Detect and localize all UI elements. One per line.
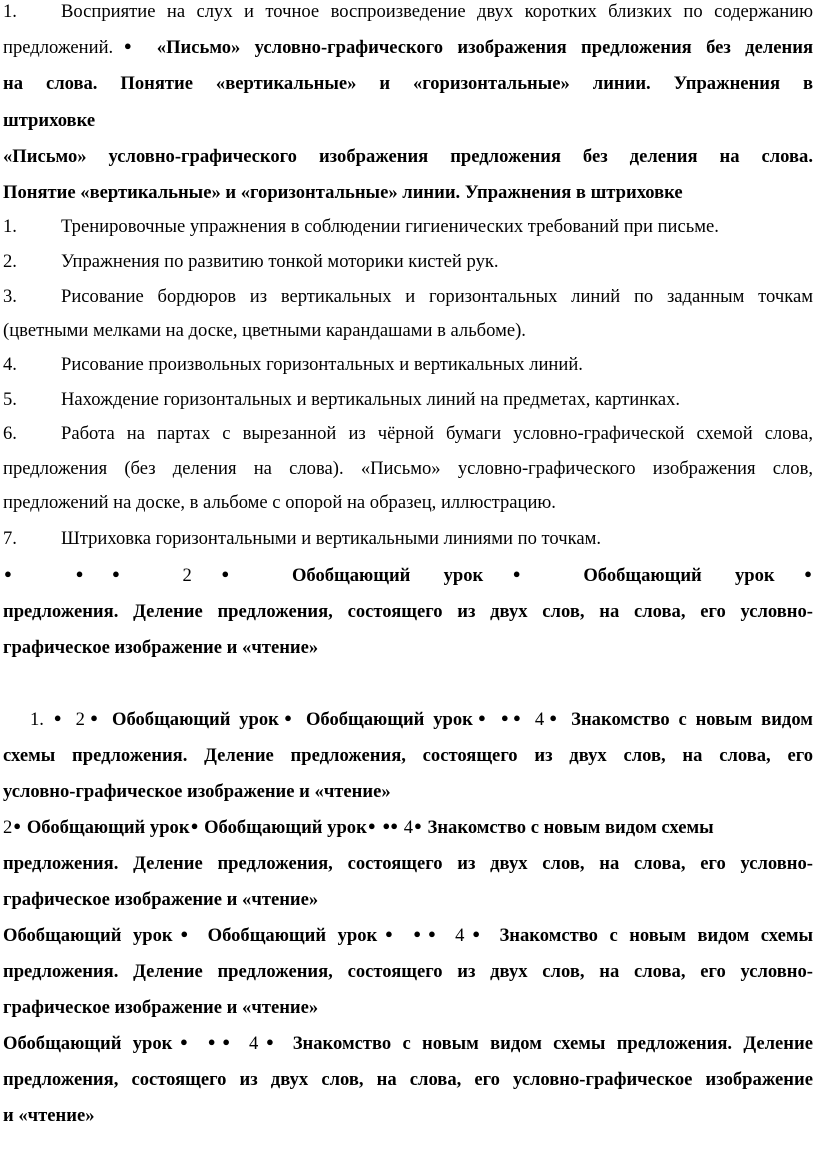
bullet-dot: ● <box>85 710 103 725</box>
bullet-dot: ● <box>279 710 297 725</box>
list-item-number: 1. <box>3 216 17 237</box>
bullet-dot: ● <box>414 818 422 833</box>
list-item-text: Рисование произвольных горизонтальных и вертикальных линий. <box>61 354 583 375</box>
item-text-cont: предложений. <box>3 37 114 58</box>
bullet-dot: ● <box>545 710 562 725</box>
list-item-text: Работа на партах с вырезанной из чёрной бумаги условно-графической схемой слова, <box>61 423 813 444</box>
list-item-text: Штриховка горизонтальными и вертикальными линиями по точкам. <box>61 528 601 549</box>
bullet-dot: ● <box>173 1034 195 1049</box>
heading-fragment: «Письмо» условно-графического изображения предложения без деления <box>156 37 814 58</box>
bullet-dot: ●● <box>382 818 399 833</box>
list-item-number: 7. <box>3 528 17 549</box>
block-5-line-2: предложения, состоящего из двух слов, на слова, его условно-графическое изображение <box>3 1069 813 1090</box>
list-item-number: 4. <box>3 354 17 375</box>
list-item-6 <box>3 423 813 445</box>
bullet-dot: ●● <box>207 1034 237 1049</box>
item-1-line-1 <box>3 1 813 23</box>
block-5-line-1: Обобщающий урок● ●● 4● Знакомство с новым видом схемы предложения. Деление <box>3 1033 813 1054</box>
bullet-dot: ● <box>53 710 66 725</box>
block-1-line-2: предложения. Деление предложения, состоящего из двух слов, на слова, его условно- <box>3 601 813 622</box>
block-2-line-1: 1. ● 2● Обобщающий урок● Обобщающий урок● ●● 4● Знакомство с новым видом <box>30 709 813 730</box>
block-2-line-2: схемы предложения. Деление предложения, состоящего из двух слов, на слова, его <box>3 745 813 766</box>
block-3-line-3: графическое изображение и «чтение» <box>3 889 319 910</box>
list-item-6-cont-1: предложения (без деления на слова). «Письмо» условно-графического изображения слов, <box>3 458 813 479</box>
bullet-dot: ● <box>173 926 196 941</box>
list-item-number: 6. <box>3 423 17 444</box>
list-item-7 <box>3 528 813 550</box>
bullet-dot: ● <box>190 818 199 833</box>
block-1-line-3: графическое изображение и «чтение» <box>3 637 319 658</box>
list-item-4 <box>3 354 813 376</box>
list-item-1 <box>3 216 813 238</box>
bullet-dot: ●● <box>75 566 149 581</box>
block-4-line-1: Обобщающий урок● Обобщающий урок● ●● 4● Знакомство с новым видом схемы <box>3 925 814 946</box>
list-item-text: Тренировочные упражнения в соблюдении гигиенических требований при письме. <box>61 216 719 237</box>
item-text: Восприятие на слух и точное воспроизведение двух коротких близких по содержанию <box>61 1 813 22</box>
bullet-dot: ● <box>13 818 22 833</box>
list-item-3 <box>3 286 813 308</box>
bullet-dot: ● <box>259 1034 281 1049</box>
bullet-dot: ● <box>378 926 400 941</box>
list-item-5 <box>3 389 813 411</box>
bullet-dot: ●● <box>500 710 525 725</box>
list-item-text: Нахождение горизонтальных и вертикальных линий на предметах, картинках. <box>61 389 681 410</box>
bullet-dot: ● <box>114 38 142 53</box>
bullet-dot: ● <box>465 926 487 941</box>
block-4-line-2: предложения. Деление предложения, состоящего из двух слов, на слова, его условно- <box>3 961 813 982</box>
list-item-text: Упражнения по развитию тонкой моторики кистей рук. <box>61 251 499 272</box>
list-item-6-cont-2: предложений на доске, в альбоме с опорой на образец, иллюстрацию. <box>3 492 556 513</box>
bullet-dot: ● <box>775 566 812 581</box>
heading-b-line-2: Понятие «вертикальные» и «горизонтальные» линии. Упражнения в штриховке <box>3 182 683 203</box>
list-item-2 <box>3 251 813 273</box>
item-number: 1. <box>30 709 44 730</box>
list-item-text: Рисование бордюров из вертикальных и горизонтальных линий по заданным точкам <box>61 286 813 307</box>
block-3-line-1: 2● Обобщающий урок● Обобщающий урок● ●● 4● Знакомство с новым видом схемы <box>3 817 714 838</box>
list-item-number: 3. <box>3 286 17 307</box>
block-5-line-3: и «чтение» <box>3 1105 95 1126</box>
bullet-dot: ● <box>4 566 41 581</box>
bullet-dot: ● <box>367 818 376 833</box>
item-number: 1. <box>3 1 17 22</box>
list-item-3-cont: (цветными мелками на доске, цветными карандашами в альбоме). <box>3 320 526 341</box>
block-2-line-3: условно-графическое изображение и «чтение» <box>3 781 391 802</box>
block-3-line-2: предложения. Деление предложения, состоящего из двух слов, на слова, его условно- <box>3 853 813 874</box>
heading-a-line-2: на слова. Понятие «вертикальные» и «горизонтальные» линии. Упражнения в <box>3 73 813 94</box>
item-1-line-2 <box>3 37 813 60</box>
heading-a-line-3: штриховке <box>3 110 96 131</box>
bullet-dot: ●● <box>413 926 443 941</box>
bullet-dot: ● <box>192 566 258 581</box>
block-1-line-1: ● ●● 2● Обобщающий урок● Обобщающий урок● <box>4 565 812 586</box>
bullet-dot: ● <box>473 710 491 725</box>
block-4-line-3: графическое изображение и «чтение» <box>3 997 319 1018</box>
heading-b-line-1: «Письмо» условно-графического изображения предложения без деления на слова. <box>3 146 813 167</box>
list-item-number: 2. <box>3 251 17 272</box>
bullet-dot: ● <box>484 566 550 581</box>
list-item-number: 5. <box>3 389 17 410</box>
